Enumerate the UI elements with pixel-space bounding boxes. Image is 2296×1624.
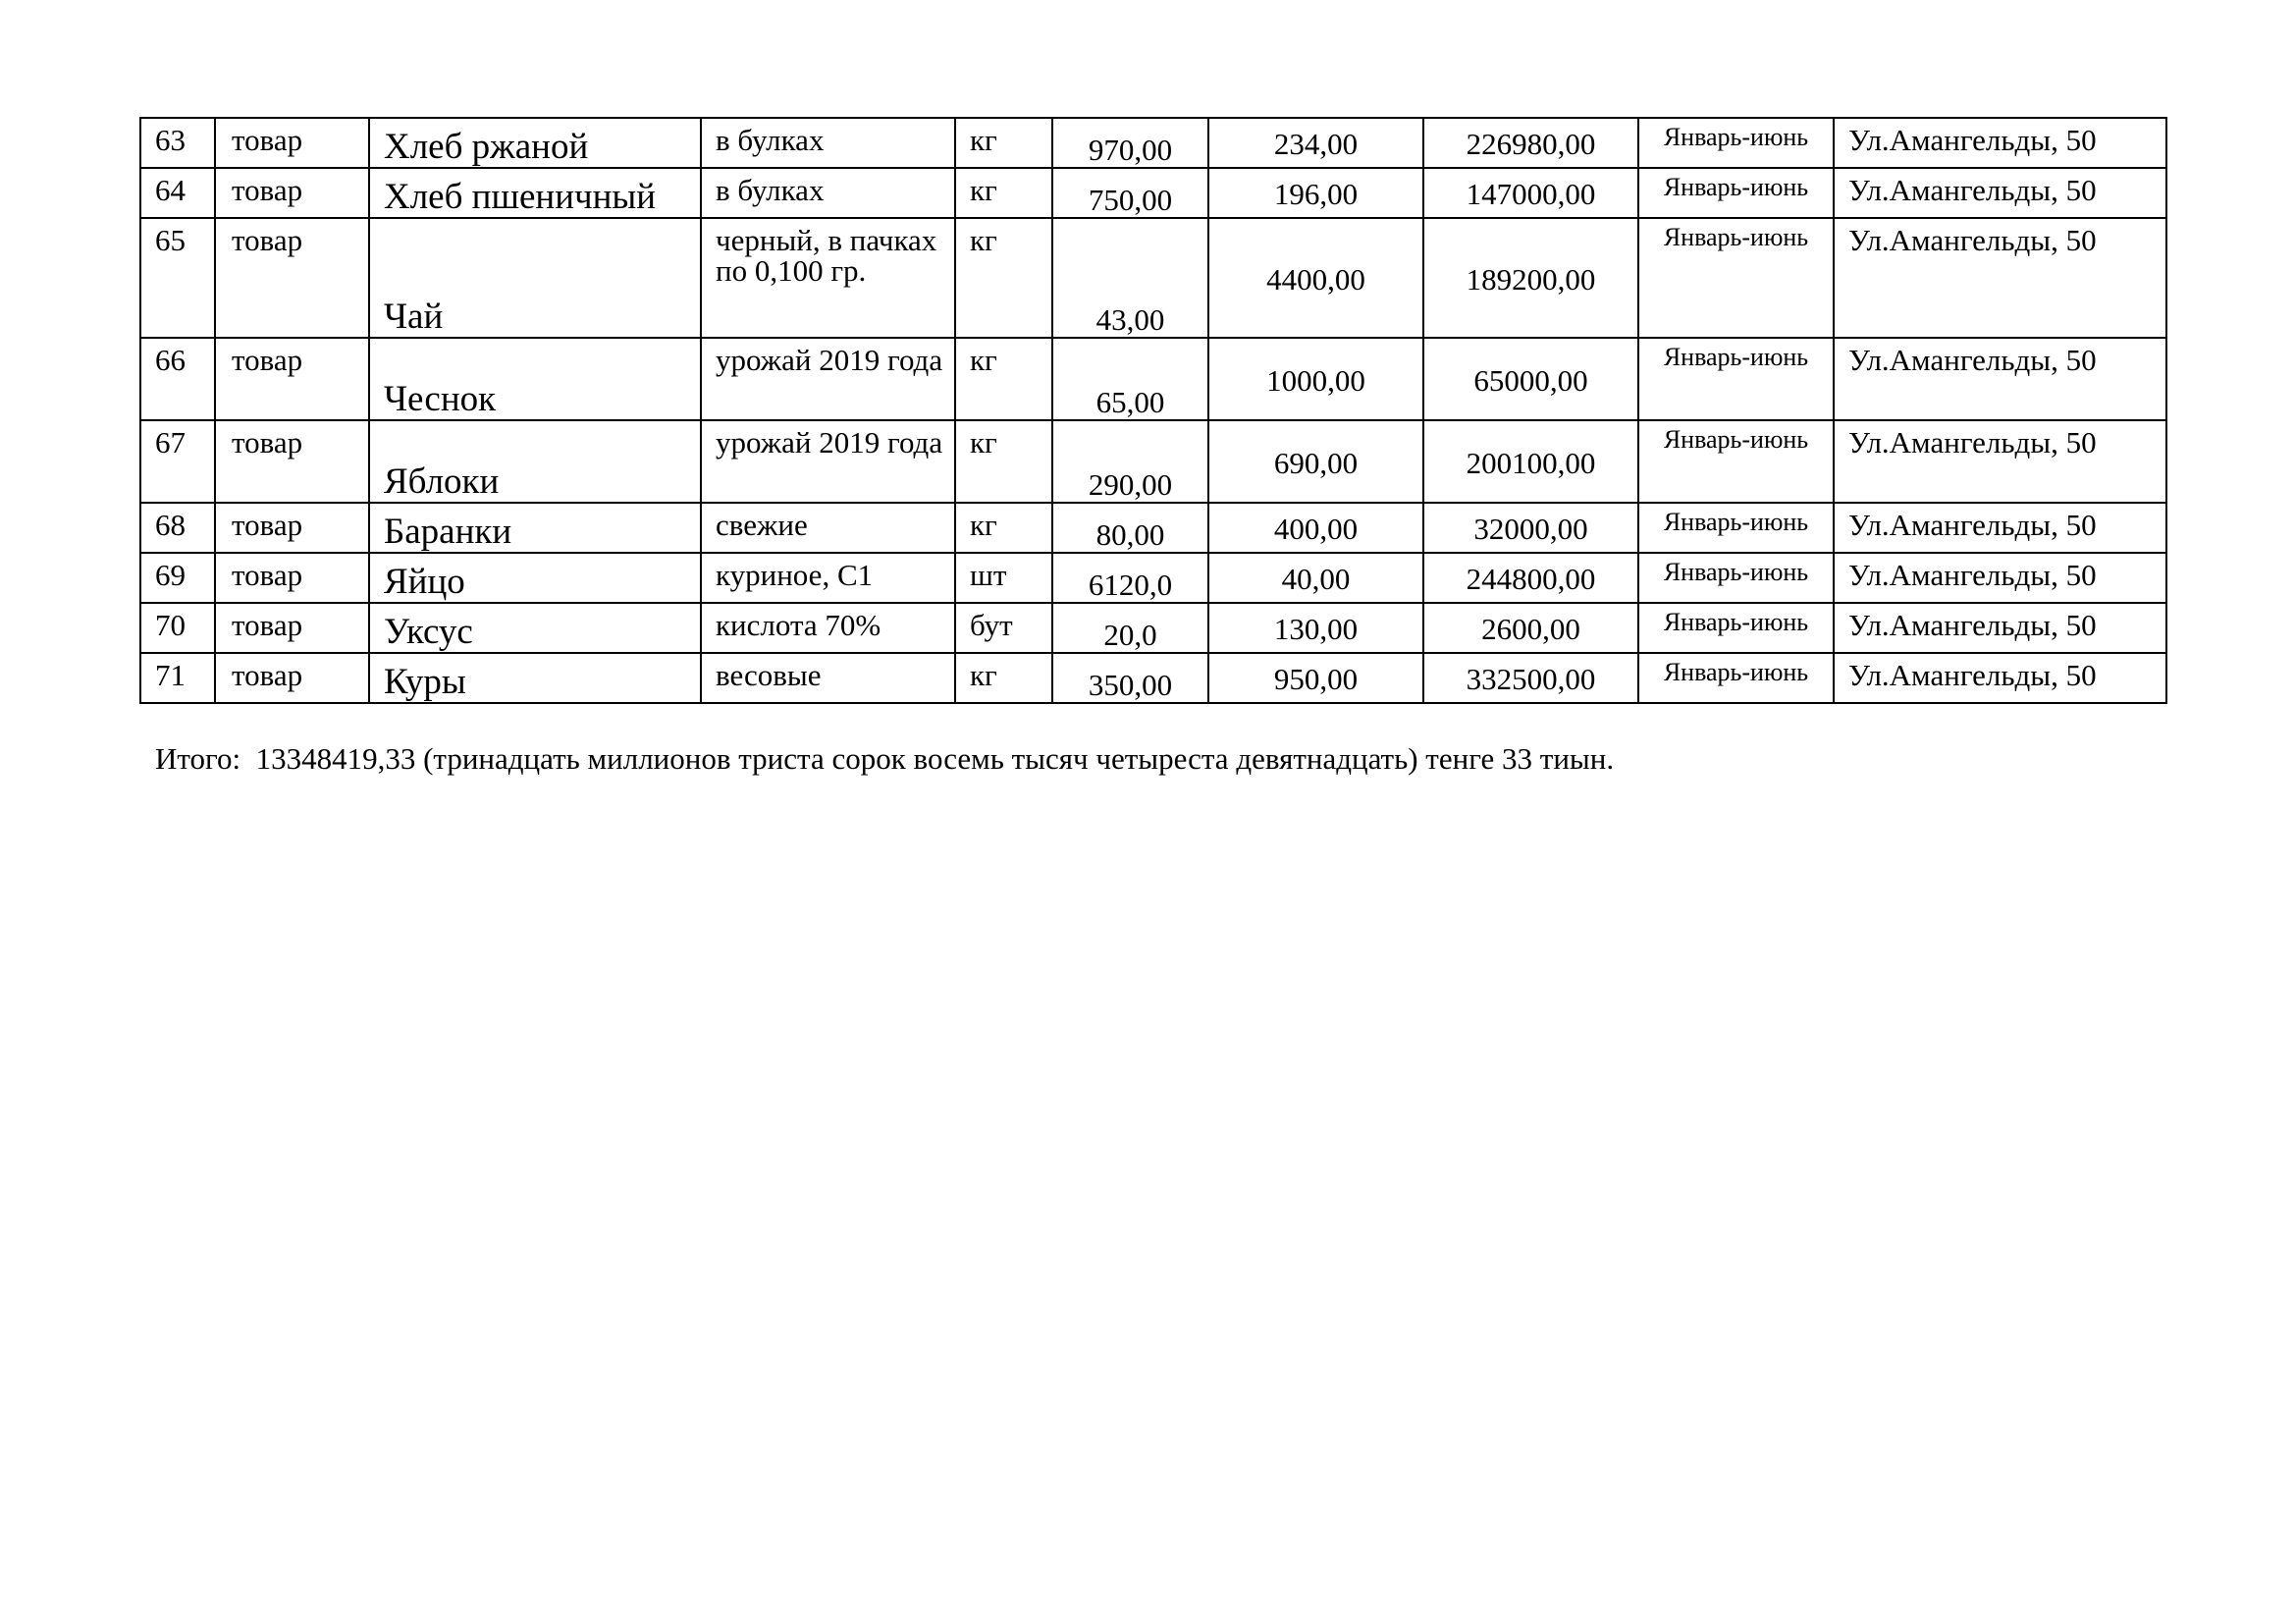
row-period: Январь-июнь bbox=[1638, 503, 1834, 553]
row-sum: 226980,00 bbox=[1423, 118, 1638, 168]
row-quantity: 970,00 bbox=[1052, 118, 1208, 168]
row-type: товар bbox=[215, 420, 369, 503]
row-type: товар bbox=[215, 118, 369, 168]
table-row bbox=[140, 503, 2166, 553]
row-description: в булках bbox=[701, 168, 955, 218]
row-unit: кг bbox=[955, 338, 1052, 420]
row-sum: 2600,00 bbox=[1423, 603, 1638, 653]
row-type: товар bbox=[215, 603, 369, 653]
row-name: Чеснок bbox=[369, 338, 701, 420]
row-type: товар bbox=[215, 653, 369, 703]
row-number: 70 bbox=[140, 603, 215, 653]
row-number: 64 bbox=[140, 168, 215, 218]
row-sum: 189200,00 bbox=[1423, 218, 1638, 338]
row-unit: кг bbox=[955, 218, 1052, 338]
row-name: Баранки bbox=[369, 503, 701, 553]
row-period: Январь-июнь bbox=[1638, 218, 1834, 338]
row-unit: кг bbox=[955, 118, 1052, 168]
row-type: товар bbox=[215, 338, 369, 420]
row-number: 71 bbox=[140, 653, 215, 703]
row-address: Ул.Амангельды, 50 bbox=[1834, 503, 2166, 553]
row-number: 69 bbox=[140, 553, 215, 603]
table-row bbox=[140, 338, 2166, 420]
goods-table-body bbox=[140, 118, 2166, 703]
row-type: товар bbox=[215, 168, 369, 218]
row-number: 66 bbox=[140, 338, 215, 420]
row-period: Январь-июнь bbox=[1638, 553, 1834, 603]
row-number: 67 bbox=[140, 420, 215, 503]
row-description: куриное, С1 bbox=[701, 553, 955, 603]
row-quantity: 290,00 bbox=[1052, 420, 1208, 503]
total-text: 13348419,33 (тринадцать миллионов триста сорок восемь тысяч четыреста девятнадцать) тенге 33 тиын. bbox=[255, 741, 1615, 776]
row-description: урожай 2019 года bbox=[701, 420, 955, 503]
row-name: Чай bbox=[369, 218, 701, 338]
row-period: Январь-июнь bbox=[1638, 603, 1834, 653]
table-row bbox=[140, 603, 2166, 653]
row-sum: 332500,00 bbox=[1423, 653, 1638, 703]
row-quantity: 43,00 bbox=[1052, 218, 1208, 338]
total-label: Итого: bbox=[155, 741, 241, 776]
row-unit: бут bbox=[955, 603, 1052, 653]
row-name: Хлеб ржаной bbox=[369, 118, 701, 168]
row-address: Ул.Амангельды, 50 bbox=[1834, 420, 2166, 503]
row-sum: 32000,00 bbox=[1423, 503, 1638, 553]
row-address: Ул.Амангельды, 50 bbox=[1834, 653, 2166, 703]
row-type: товар bbox=[215, 553, 369, 603]
row-period: Январь-июнь bbox=[1638, 420, 1834, 503]
row-address: Ул.Амангельды, 50 bbox=[1834, 118, 2166, 168]
row-description: в булках bbox=[701, 118, 955, 168]
row-period: Январь-июнь bbox=[1638, 338, 1834, 420]
row-sum: 200100,00 bbox=[1423, 420, 1638, 503]
row-type: товар bbox=[215, 218, 369, 338]
row-quantity: 65,00 bbox=[1052, 338, 1208, 420]
row-price: 690,00 bbox=[1208, 420, 1423, 503]
row-price: 234,00 bbox=[1208, 118, 1423, 168]
row-name: Уксус bbox=[369, 603, 701, 653]
table-row bbox=[140, 168, 2166, 218]
row-price: 130,00 bbox=[1208, 603, 1423, 653]
row-price: 1000,00 bbox=[1208, 338, 1423, 420]
row-address: Ул.Амангельды, 50 bbox=[1834, 338, 2166, 420]
row-price: 40,00 bbox=[1208, 553, 1423, 603]
row-unit: шт bbox=[955, 553, 1052, 603]
row-sum: 147000,00 bbox=[1423, 168, 1638, 218]
row-period: Январь-июнь bbox=[1638, 168, 1834, 218]
row-number: 68 bbox=[140, 503, 215, 553]
row-address: Ул.Амангельды, 50 bbox=[1834, 168, 2166, 218]
row-price: 950,00 bbox=[1208, 653, 1423, 703]
row-type: товар bbox=[215, 503, 369, 553]
row-number: 65 bbox=[140, 218, 215, 338]
table-row bbox=[140, 118, 2166, 168]
table-row bbox=[140, 653, 2166, 703]
row-quantity: 350,00 bbox=[1052, 653, 1208, 703]
row-description: свежие bbox=[701, 503, 955, 553]
row-description: весовые bbox=[701, 653, 955, 703]
goods-table bbox=[139, 117, 2167, 704]
table-row bbox=[140, 420, 2166, 503]
row-sum: 65000,00 bbox=[1423, 338, 1638, 420]
row-period: Январь-июнь bbox=[1638, 118, 1834, 168]
row-address: Ул.Амангельды, 50 bbox=[1834, 603, 2166, 653]
row-unit: кг bbox=[955, 503, 1052, 553]
row-quantity: 6120,0 bbox=[1052, 553, 1208, 603]
row-unit: кг bbox=[955, 168, 1052, 218]
row-period: Январь-июнь bbox=[1638, 653, 1834, 703]
row-price: 196,00 bbox=[1208, 168, 1423, 218]
row-name: Хлеб пшеничный bbox=[369, 168, 701, 218]
row-unit: кг bbox=[955, 653, 1052, 703]
row-quantity: 20,0 bbox=[1052, 603, 1208, 653]
row-description: кислота 70% bbox=[701, 603, 955, 653]
table-row bbox=[140, 218, 2166, 338]
row-price: 400,00 bbox=[1208, 503, 1423, 553]
row-price: 4400,00 bbox=[1208, 218, 1423, 338]
total-line bbox=[155, 743, 1614, 774]
row-sum: 244800,00 bbox=[1423, 553, 1638, 603]
row-address: Ул.Амангельды, 50 bbox=[1834, 553, 2166, 603]
row-name: Яйцо bbox=[369, 553, 701, 603]
row-name: Куры bbox=[369, 653, 701, 703]
row-description: черный, в пачках по 0,100 гр. bbox=[701, 218, 955, 338]
row-unit: кг bbox=[955, 420, 1052, 503]
table-row bbox=[140, 553, 2166, 603]
row-address: Ул.Амангельды, 50 bbox=[1834, 218, 2166, 338]
row-quantity: 80,00 bbox=[1052, 503, 1208, 553]
row-quantity: 750,00 bbox=[1052, 168, 1208, 218]
row-name: Яблоки bbox=[369, 420, 701, 503]
row-description: урожай 2019 года bbox=[701, 338, 955, 420]
row-number: 63 bbox=[140, 118, 215, 168]
